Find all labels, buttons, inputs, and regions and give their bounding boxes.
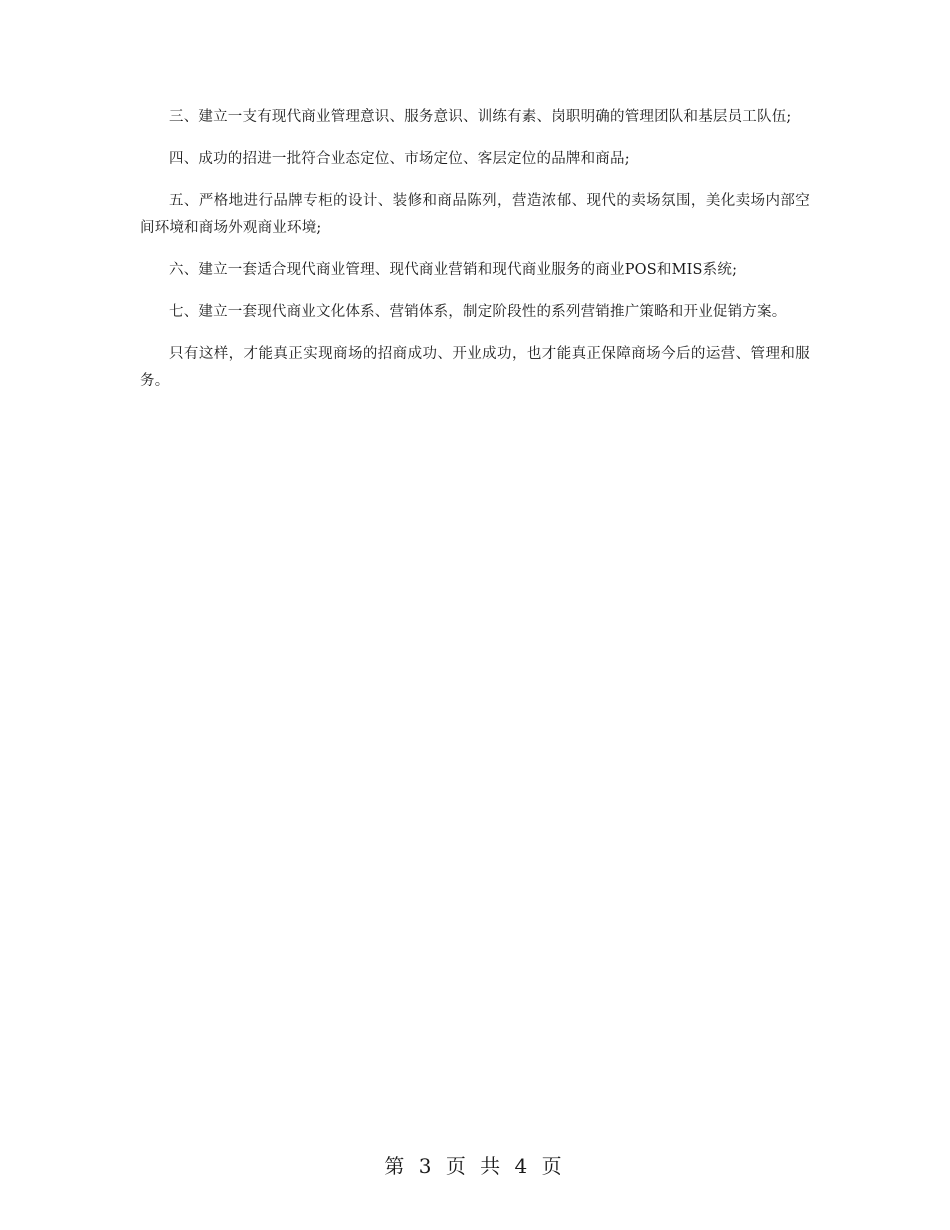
- paragraph-item-4: 四、成功的招进一批符合业态定位、市场定位、客层定位的品牌和商品;: [169, 151, 630, 167]
- paragraph-item-7: 七、建立一套现代商业文化体系、营销体系，制定阶段性的系列营销推广策略和开业促销方案。: [169, 304, 787, 320]
- page-number-footer: 第 3 页 共 4 页: [384, 1154, 566, 1178]
- document-body: [140, 104, 810, 410]
- paragraph-item-5: 五、严格地进行品牌专柜的设计、装修和商品陈列，营造浓郁、现代的卖场氛围，美化卖场内部空间环境和商场外观商业环境;: [140, 193, 810, 236]
- paragraph-item-3: 三、建立一支有现代商业管理意识、服务意识、训练有素、岗职明确的管理团队和基层员工队伍;: [169, 109, 792, 125]
- paragraph-item-6: 六、建立一套适合现代商业管理、现代商业营销和现代商业服务的商业POS和MIS系统;: [169, 262, 738, 278]
- paragraph-conclusion: 只有这样，才能真正实现商场的招商成功、开业成功，也才能真正保障商场今后的运营、管理和服务。: [140, 346, 810, 389]
